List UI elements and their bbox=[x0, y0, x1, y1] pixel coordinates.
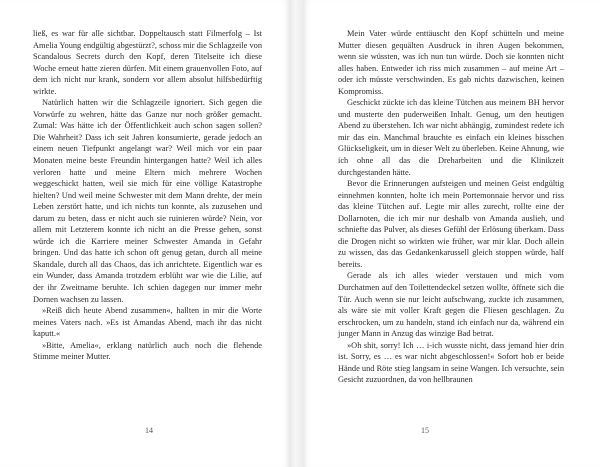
paragraph: »Reiß dich heute Abend zusammen«, hallten in mir die Worte meines Vaters nach. »Es ist Amandas Abend, mach ihr das nicht kaputt.« bbox=[33, 306, 262, 339]
book-gutter bbox=[290, 0, 303, 467]
paragraph: Gerade als ich alles wieder verstauen und mich vom Durchatmen auf den Toilettendeckel setzen wollte, öffnete sich die Tür. Auch wenn sie nur leicht aufschwang, zuckte ich zusammen, als wäre sie mit voller Kraft gegen die Fliesen geschlagen. Zu erschrocken, um zu handeln, stand ich einfach nur da, während ein junger Mann in Anzug das winzige Bad betrat. bbox=[338, 271, 564, 339]
paragraph: Mein Vater würde enttäuscht den Kopf schütteln und meine Mutter diesen gequälten Ausdruck in ihren Augen bekommen, wenn sie wüssten, was ich nun tun würde. Doch sie konnten nicht alles haben. Entweder ich riss mich zusammen – auf meine Art – oder ich müsste verschwinden. Es gab nichts dazwischen, keinen Kompromiss. bbox=[338, 29, 564, 96]
page-number: 15 bbox=[421, 426, 429, 435]
paragraph: Natürlich hatten wir die Schlagzeile ignoriert. Sich gegen die Vorwürfe zu wehren, hätte das Ganze nur noch größer gemacht. Zumal: Was hätte ich der Öffentlichkeit auch schon sagen sollen? Die Wahrheit? Dass ich seit Jahren konsumierte, gerade jedoch an einem neuen Tiefpunkt angelangt war? Weil mich vor ein paar Monaten meine beste Freundin hintergangen hatte? Weil ich alles verloren hatte und meine Eltern mich mehrere Wochen weggeschickt hatten, weil sie mich für eine völlige Katastrophe hielten? Und weil meine Schwester mit dem Mann drehte, der mein Leben zerstört hatte, und ich nichts tun konnte, als zuzusehen und darum zu beten, dass er nicht auch sie ruinieren würde? Nein, vor allem mit Letzterem konnte ich nicht an die Presse gehen, sonst würde ich die Karriere meiner Schwester Amanda in Gefahr bringen. Und das hatte ich schon oft genug getan, durch all meine Skandale, durch all das Chaos, das ich anrichtete. Eigentlich war es ein Wunder, dass Amanda trotzdem erblüht war wie die Lilie, auf der ihr Zweitname beruhte. Ich schien dagegen nur immer mehr Dornen wachsen zu lassen. bbox=[33, 98, 262, 304]
paragraph: »Oh shit, sorry! Ich … i-ich wusste nicht, dass jemand hier drin ist. Sorry, es … es war nicht abgeschlossen!« Sofort hob er beide Hände und Röte stieg langsam in seine Wangen. Ich versuchte, sein Gesicht zuzuordnen, da von hellbraunen bbox=[338, 340, 564, 385]
paragraph: Bevor die Erinnerungen aufsteigen und meinen Geist endgültig einnehmen konnten, holte ich mein Portemonnaie hervor und riss das kleine Tütchen auf. Legte mir alles zurecht, rollte eine der Dollarnoten, die ich mir nur deshalb von Amanda auslieh, und schniefte das Pulver, als dieses Gefühl der Erlösung überkam. Dass die Drogen nicht so wirkten wie früher, war mir klar. Doch allein zu wissen, das das Gedankenkarussell gleich stoppen würde, half bereits. bbox=[338, 179, 564, 269]
page-number: 14 bbox=[145, 426, 153, 435]
right-page bbox=[303, 0, 600, 467]
paragraph: »Bitte, Amelia«, erklang natürlich auch noch die flehende Stimme meiner Mutter. bbox=[33, 340, 262, 362]
paragraph: ließ, es war für alle sichtbar. Doppeltausch statt Filmerfolg – Ist Amelia Young endgültig abgestürzt?, schoss mir die Schlagzeile von Scandalous Secrets durch den Kopf, deren Titelseite ich diese Woche erneut hatte zieren dürfen. Mit einem grauenvollen Foto, auf dem ich nicht nur krank, sondern vor allem absolut hilfsbedürftig wirkte. bbox=[33, 29, 262, 96]
right-page-text bbox=[338, 28, 564, 386]
left-page bbox=[0, 0, 290, 467]
paragraph: Geschickt zückte ich das kleine Tütchen aus meinem BH hervor und musterte den puderweißen Inhalt. Genug, um den heutigen Abend zu überstehen. Ich war nicht abhängig, zumindest redete ich mir das ein. Manchmal brauchte es einfach ein kleines bisschen Glückseligkeit, um in dieser Welt zu überleben. Keine Ahnung, wie ich ohne all das die Dreharbeiten und die Klinikzeit durchgestanden hätte. bbox=[338, 98, 564, 177]
left-page-text bbox=[33, 28, 262, 363]
